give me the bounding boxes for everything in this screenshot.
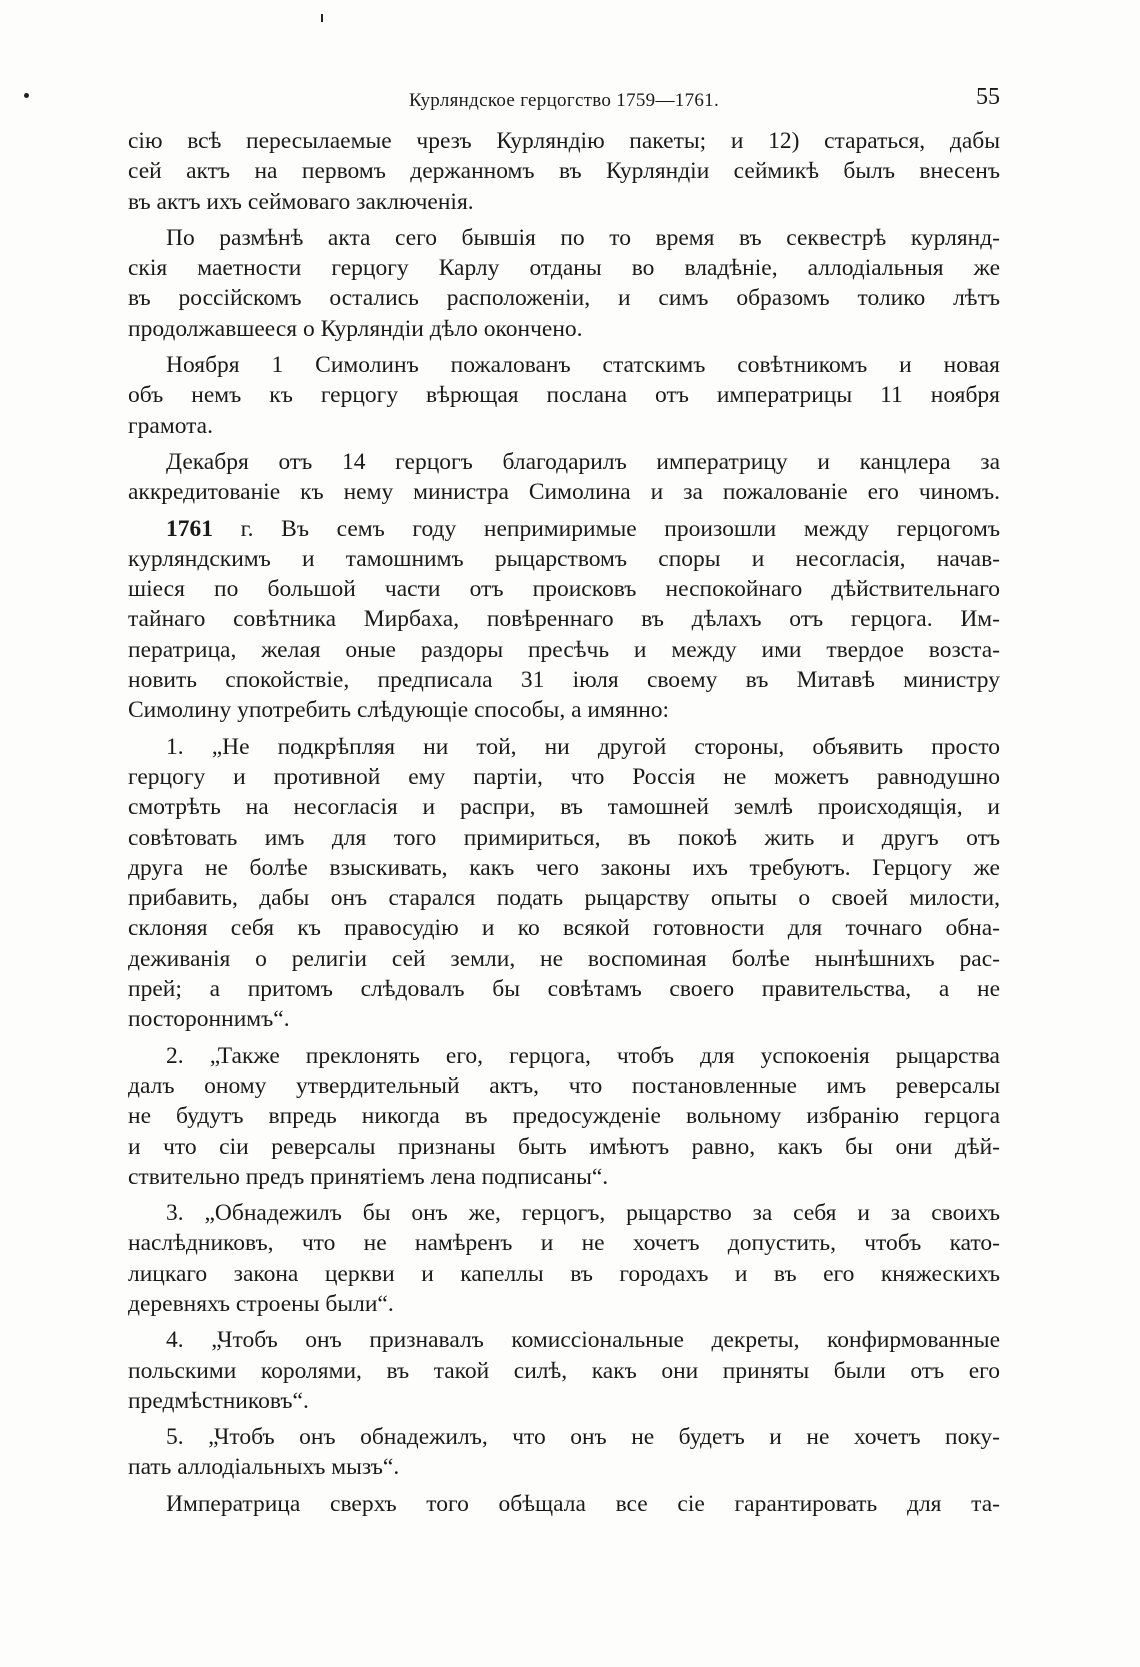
running-title: Курляндское герцогство 1759—1761.	[408, 90, 720, 111]
text-line: сію всѣ пересылаемые чрезъ Курляндію пакеты; и 12) стараться, дабы	[128, 128, 1000, 154]
text-line: лицкаго закона церкви и капеллы въ городахъ и въ его княжескихъ	[128, 1260, 1000, 1287]
text-line: 3. „Обнадежилъ бы онъ же, герцогъ, рыцарство за себя и за своихъ	[166, 1200, 1000, 1227]
text-line: новить спокойствіе, предписала 31 іюля своему въ Митавѣ министру	[128, 667, 1000, 694]
text-line: Декабря отъ 14 герцогъ благодарилъ императрицу и канцлера за	[166, 448, 1000, 475]
text-line: продолжавшееся о Курляндіи дѣло окончено.	[128, 315, 583, 342]
text-line: и что сіи реверсалы признаны быть имѣютъ равно, какъ бы они дѣй-	[128, 1133, 1000, 1160]
text-line: деревняхъ строены были“.	[128, 1290, 394, 1317]
margin-mark	[321, 14, 323, 22]
text-line: наслѣдниковъ, что не намѣренъ и не хочетъ допустить, чтобъ като-	[128, 1230, 1000, 1257]
text-line: пать аллодіальныхъ мызъ“.	[128, 1454, 400, 1481]
text-line: ствительно предъ принятіемъ лена подписаны“.	[128, 1163, 609, 1190]
text-line: 2. „Также преклонять его, герцога, чтобъ для успокоенія рыцарства	[166, 1042, 1000, 1069]
text-line: Императрица сверхъ того обѣщала все сіе гарантировать для та-	[166, 1490, 1000, 1517]
text-line: ператрица, желая оные раздоры пресѣчь и между ими твердое возста-	[128, 636, 1000, 663]
text-line: сей актъ на первомъ держанномъ въ Курляндіи сеймикѣ былъ внесенъ	[128, 158, 1000, 185]
text-line: курляндскимъ и тамошнимъ рыцарствомъ споры и несогласія, начав-	[128, 545, 1000, 572]
text-line: деживанія о религіи сей земли, не воспоминая болѣе нынѣшнихъ рас-	[128, 945, 1000, 972]
text-line: герцогу и противной ему партіи, что Россія не можетъ равнодушно	[128, 763, 1000, 790]
text-line: не будутъ впредь никогда въ предосужденіе вольному избранію герцога	[128, 1103, 1000, 1130]
text-line: объ немъ къ герцогу вѣрющая послана отъ императрицы 11 ноября	[128, 382, 1000, 409]
text-line: далъ оному утвердительный актъ, что постановленные имъ реверсалы	[128, 1072, 1000, 1099]
text-line: прей; а притомъ слѣдовалъ бы совѣтамъ своего правительства, а не	[128, 976, 1000, 1003]
text-line: тайнаго совѣтника Мирбаха, повѣреннаго въ дѣлахъ отъ герцога. Им-	[128, 606, 1000, 633]
text-line: скія маетности герцогу Карлу отданы во владѣніе, аллодіальныя же	[128, 255, 1000, 282]
text-line: шіеся по большой части отъ происковъ неспокойнаго дѣйствительнаго	[128, 576, 1000, 603]
text-line: прибавить, дабы онъ старался подать рыцарству опыты о своей милости,	[128, 885, 1000, 912]
text-line: 5. „Чтобъ онъ обнадежилъ, что онъ не будетъ и не хочетъ поку-	[166, 1424, 1000, 1451]
margin-mark	[24, 93, 29, 98]
text-line: 1. „Не подкрѣпляя ни той, ни другой стороны, объявить просто	[166, 733, 1000, 760]
text-line: склоняя себя къ правосудію и ко всякой готовности для точнаго обна-	[128, 915, 1000, 942]
text-line: предмѣстниковъ“.	[128, 1387, 309, 1414]
text-line: въ актъ ихъ сеймоваго заключенія.	[128, 188, 474, 215]
text-line: Симолину употребить слѣдующіе способы, а имянно:	[128, 697, 670, 724]
text-line: въ россійскомъ остались расположеніи, и симъ образомъ толико лѣтъ	[128, 285, 1000, 312]
page-number: 55	[976, 84, 1000, 110]
text-line: польскими королями, въ такой силѣ, какъ они приняты были отъ его	[128, 1357, 1000, 1384]
year-heading: 1761	[166, 515, 213, 542]
text-line: постороннимъ“.	[128, 1006, 290, 1033]
text-line: 1761 г. Въ семъ году непримиримые произошли между герцогомъ	[166, 515, 1000, 542]
body-text	[128, 126, 1000, 1519]
text-line: грамота.	[128, 412, 213, 439]
text-line: друга не болѣе взыскивать, какъ чего законы ихъ требуютъ. Герцогу же	[128, 854, 1000, 881]
text-line: совѣтовать имъ для того примириться, въ покоѣ жить и другъ отъ	[128, 824, 1000, 851]
text-line: смотрѣть на несогласія и распри, въ тамошней землѣ происходящія, и	[128, 794, 1000, 821]
text-line: 4. „Чтобъ онъ признавалъ комиссіональные декреты, конфирмованные	[166, 1327, 1000, 1354]
text-line: По размѣнѣ акта сего бывшія по то время въ секвестрѣ курлянд-	[166, 224, 1000, 251]
text-line: Ноября 1 Симолинъ пожалованъ статскимъ совѣтникомъ и новая	[166, 352, 1000, 379]
text-line: аккредитованіе къ нему министра Симолина и за пожалованіе его чиномъ.	[128, 479, 1000, 506]
page-header	[128, 84, 1000, 120]
